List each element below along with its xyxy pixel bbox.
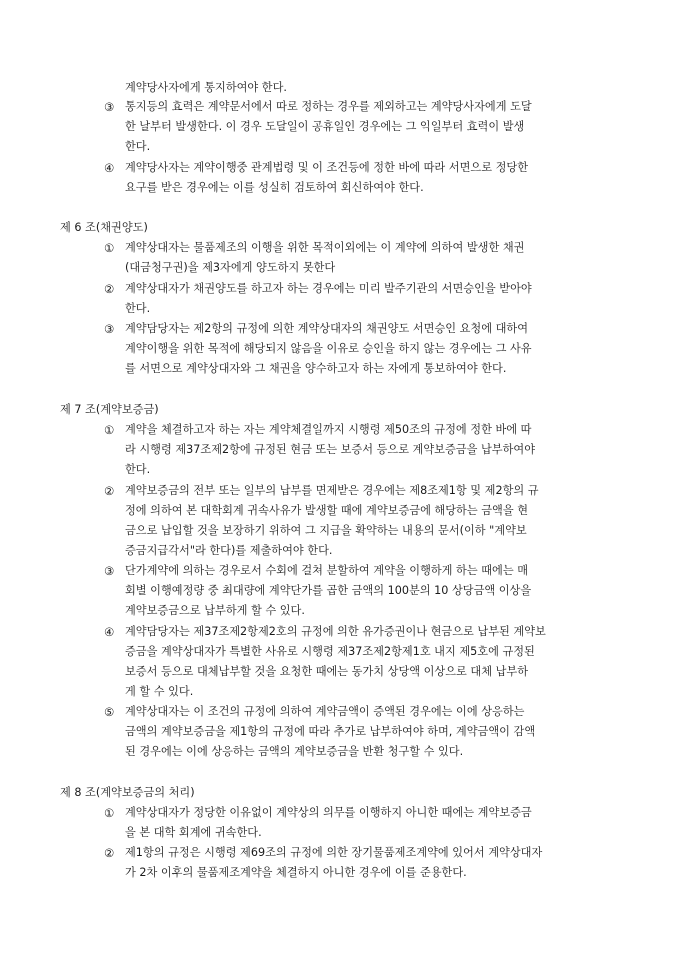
article-7-item-4-line-3: 보증서 등으로 대체납부할 것을 요청한 때에는 동가치 상당액 이상으로 대체 납부하 — [125, 665, 529, 678]
article-6-item-1-line-1: 계약상대자는 물품제조의 이행을 위한 목적이외에는 이 계약에 의하여 발생한 채권 — [125, 241, 525, 254]
article-7-item-1-line-3: 한다. — [125, 463, 151, 476]
article-6-item-2-line-2: 한다. — [125, 302, 151, 315]
intro-item-4-line-1: 계약당사자는 계약이행중 관계법령 및 이 조건등에 정한 바에 따라 서면으로 정당한 — [125, 161, 529, 174]
article-8-item-1-marker: ① — [104, 806, 115, 820]
article-6-item-1-line-2: (대금청구권)을 제3자에게 양도하지 못한다 — [125, 261, 336, 274]
article-6-heading: 제 6 조(채권양도) — [60, 221, 148, 234]
article-6-item-2-line-1: 계약상대자가 채권양도를 하고자 하는 경우에는 미리 발주기관의 서면승인을 받아야 — [125, 282, 532, 295]
article-7-item-1-line-2: 라 시행령 제37조제2항에 규정된 현금 또는 보증서 등으로 계약보증금을 납부하여야 — [125, 443, 535, 456]
intro-item-3-marker: ③ — [104, 100, 115, 114]
article-8-item-2-line-1: 제1항의 규정은 시행령 제69조의 규정에 의한 장기물품제조계약에 있어서 계약상대자 — [125, 846, 543, 859]
article-7-item-5-marker: ⑤ — [104, 705, 115, 719]
article-7-item-1-line-1: 계약을 체결하고자 하는 자는 계약체결일까지 시행령 제50조의 규정에 정한 바에 따 — [125, 423, 532, 436]
intro-item-3-line-2: 한 날부터 발생한다. 이 경우 도달일이 공휴일인 경우에는 그 익일부터 효력이 발생 — [125, 120, 525, 133]
article-8-item-1-line-2: 을 본 대학 회계에 귀속한다. — [125, 826, 262, 839]
article-7-item-3-line-1: 단가계약에 의하는 경우로서 수회에 걸쳐 분할하여 계약을 이행하게 하는 때에는 매 — [125, 564, 529, 577]
article-8-item-2-marker: ② — [104, 846, 115, 860]
article-7-item-4-marker: ④ — [104, 625, 115, 639]
article-7-item-4-line-2: 증금을 계약상대자가 특별한 사유로 시행령 제37조제2항제1호 내지 제5호에 규정된 — [125, 645, 535, 658]
article-6-item-3-line-1: 계약담당자는 제2항의 규정에 의한 계약상대자의 채권양도 서면승인 요청에 대하여 — [125, 322, 529, 335]
article-7-item-5-line-2: 금액의 계약보증금을 제1항의 규정에 따라 추가로 납부하여야 하며, 계약금액이 감액 — [125, 725, 536, 738]
article-6-item-3-line-2: 계약이행을 위한 목적에 해당되지 않음을 이유로 승인을 하지 않는 경우에는 그 사유 — [125, 342, 532, 355]
intro-item-3-line-3: 한다. — [125, 140, 151, 153]
article-7-heading: 제 7 조(계약보증금) — [60, 403, 159, 416]
article-7-item-4-line-4: 게 할 수 있다. — [125, 685, 194, 698]
article-6-item-3-line-3: 를 서면으로 계약상대자와 그 채권을 양수하고자 하는 자에게 통보하여야 한다. — [125, 362, 507, 375]
article-7-item-2-line-4: 증금지급각서"라 한다)를 제출하여야 한다. — [125, 544, 333, 557]
article-7-item-3-marker: ③ — [104, 564, 115, 578]
article-7-item-2-line-2: 정에 의하여 본 대학회계 귀속사유가 발생할 때에 계약보증금에 해당하는 금액을 현 — [125, 504, 529, 517]
intro-item-3-line-1: 통지등의 효력은 계약문서에서 따로 정하는 경우를 제외하고는 계약당사자에게 도달 — [125, 100, 532, 113]
intro-item-4-marker: ④ — [104, 161, 115, 175]
article-6-item-1-marker: ① — [104, 241, 115, 255]
article-7-item-3-line-2: 회별 이행예정량 중 최대량에 계약단가를 곱한 금액의 100분의 10 상당금액 이상을 — [125, 584, 532, 597]
article-7-item-2-line-1: 계약보증금의 전부 또는 일부의 납부를 면제받은 경우에는 제8조제1항 및 제2항의 규 — [125, 484, 539, 497]
article-8-item-1-line-1: 계약상대자가 정당한 이유없이 계약상의 의무를 이행하지 아니한 때에는 계약보증금 — [125, 806, 532, 819]
article-8-item-2-line-2: 가 2차 이후의 물품제조계약을 체결하지 아니한 경우에 이를 준용한다. — [125, 866, 467, 879]
article-7-item-3-line-3: 계약보증금으로 납부하게 할 수 있다. — [125, 604, 305, 617]
article-6-item-3-marker: ③ — [104, 322, 115, 336]
article-7-item-2-line-3: 금으로 납입할 것을 보장하기 위하여 그 지급을 확약하는 내용의 문서(이하 "계약보 — [125, 524, 527, 537]
intro-tail-line: 계약당사자에게 통지하여야 한다. — [125, 81, 287, 94]
article-7-item-5-line-3: 된 경우에는 이에 상응하는 금액의 계약보증금을 반환 청구할 수 있다. — [125, 745, 464, 758]
intro-item-4-line-2: 요구를 받은 경우에는 이를 성실히 검토하여 회신하여야 한다. — [125, 181, 424, 194]
article-7-item-1-marker: ① — [104, 423, 115, 437]
article-7-item-5-line-1: 계약상대자는 이 조건의 규정에 의하여 계약금액이 증액된 경우에는 이에 상응하는 — [125, 705, 525, 718]
article-6-item-2-marker: ② — [104, 282, 115, 296]
article-7-item-2-marker: ② — [104, 484, 115, 498]
article-7-item-4-line-1: 계약담당자는 제37조제2항제2호의 규정에 의한 유가증권이나 현금으로 납부된 계약보 — [125, 625, 546, 638]
article-8-heading: 제 8 조(계약보증금의 처리) — [60, 786, 195, 799]
